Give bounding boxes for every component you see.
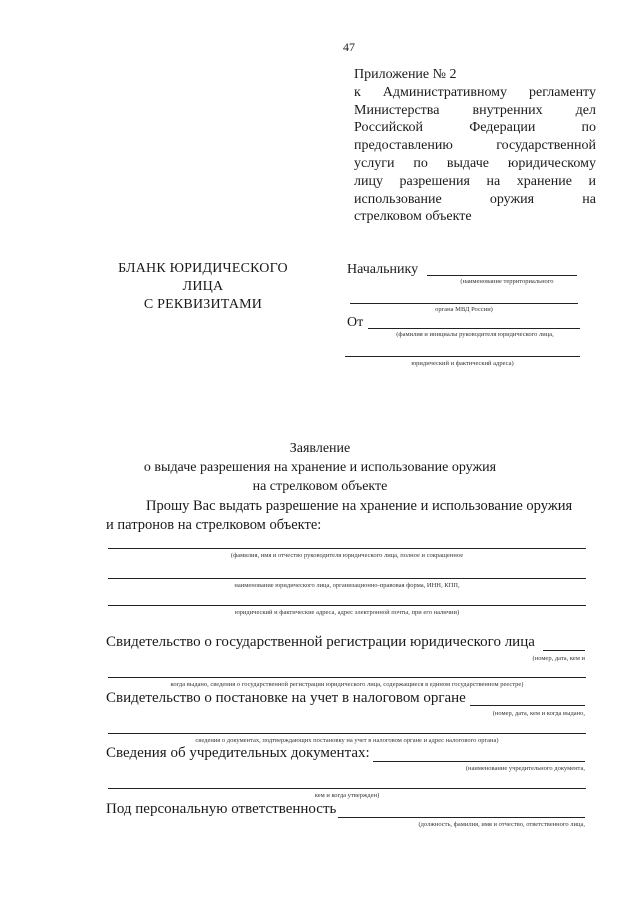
tax-details-field[interactable] — [108, 733, 586, 734]
title-line: о выдаче разрешения на хранение и использование оружия — [143, 460, 497, 475]
from-label: От — [347, 315, 364, 330]
applicant-caption: (фамилия, имя и отчество руководителя юридического лица, полное и сокращенное — [230, 552, 464, 559]
appendix-line: лицу разрешения на хранение и — [354, 173, 596, 189]
responsibility-caption-right: (должность, фамилия, имя и отчество, ответственного лица, — [418, 821, 585, 828]
founding-documents-label: Сведения об учредительных документах: — [106, 745, 370, 761]
document-title — [0, 439, 640, 496]
addressee-organ-field[interactable] — [350, 303, 578, 304]
letterhead-line: БЛАНК ЮРИДИЧЕСКОГО ЛИЦА — [118, 261, 288, 294]
registration-details-field[interactable] — [108, 677, 586, 678]
responsibility-field[interactable] — [338, 817, 585, 818]
appendix-line: Приложение № 2 — [354, 67, 457, 82]
tax-certificate-field[interactable] — [470, 705, 585, 706]
applicant-name-field[interactable] — [108, 548, 586, 549]
applicant-details-caption: наименование юридического лица, организационно-правовая форма, ИНН, КПП, — [234, 582, 460, 589]
addressee-label: Начальнику — [347, 262, 419, 277]
appendix-line: использование оружия на — [354, 191, 596, 207]
from-name-field[interactable] — [368, 328, 580, 329]
founding-details-field[interactable] — [108, 788, 586, 789]
appendix-block — [354, 66, 596, 226]
page-number: 47 — [343, 40, 355, 54]
letterhead-placeholder — [98, 260, 308, 314]
request-text-line: Прошу Вас выдать разрешение на хранение и использование оружия — [146, 498, 573, 514]
registration-caption: когда выдано, сведения о государственной регистрации юридического лица, содержащиеся в едином государственном реестре) — [170, 681, 524, 688]
address-caption: юридический и фактический адреса) — [411, 360, 514, 367]
founding-documents-field[interactable] — [373, 761, 585, 762]
letterhead-line: С РЕКВИЗИТАМИ — [143, 297, 263, 312]
addressee-name-field[interactable] — [427, 275, 577, 276]
applicant-address-field[interactable] — [108, 605, 586, 606]
registration-caption-right: (номер, дата, кем и — [532, 655, 585, 662]
from-caption: (фамилия и инициалы руководителя юридического лица, — [396, 331, 554, 338]
appendix-line: стрелковом объекте — [354, 209, 472, 225]
responsibility-label: Под персональную ответственность — [106, 801, 337, 817]
addressee-caption: (наименование территориального — [460, 278, 554, 285]
title-line: на стрелковом объекте — [252, 479, 388, 494]
applicant-address-caption: юридический и фактические адреса, адрес электронной почты, при его наличии) — [234, 609, 460, 616]
founding-caption: кем и когда утвержден) — [314, 792, 380, 799]
registration-certificate-field[interactable] — [543, 650, 585, 651]
appendix-line: к Административному регламенту — [354, 84, 596, 100]
registration-certificate-label: Свидетельство о государственной регистрации юридического лица — [106, 634, 535, 650]
from-address-field[interactable] — [345, 356, 580, 357]
applicant-details-field[interactable] — [108, 578, 586, 579]
request-text-line: и патронов на стрелковом объекте: — [106, 517, 322, 533]
tax-certificate-label: Свидетельство о постановке на учет в налоговом органе — [106, 690, 466, 706]
appendix-line: услуги по выдаче юридическому — [354, 155, 596, 171]
appendix-line: Министерства внутренних дел — [354, 102, 596, 118]
organ-caption: органа МВД России) — [435, 306, 493, 313]
tax-caption: сведения о документах, подтверждающих постановку на учет в налоговом органе и адрес налогового органа) — [195, 737, 499, 744]
tax-caption-right: (номер, дата, кем и когда выдано, — [492, 710, 585, 717]
appendix-line: Российской Федерации по — [354, 120, 596, 136]
appendix-line: предоставлению государственной — [354, 138, 596, 154]
title-line: Заявление — [289, 441, 351, 456]
founding-caption-right: (наименование учредительного документа, — [465, 765, 585, 772]
